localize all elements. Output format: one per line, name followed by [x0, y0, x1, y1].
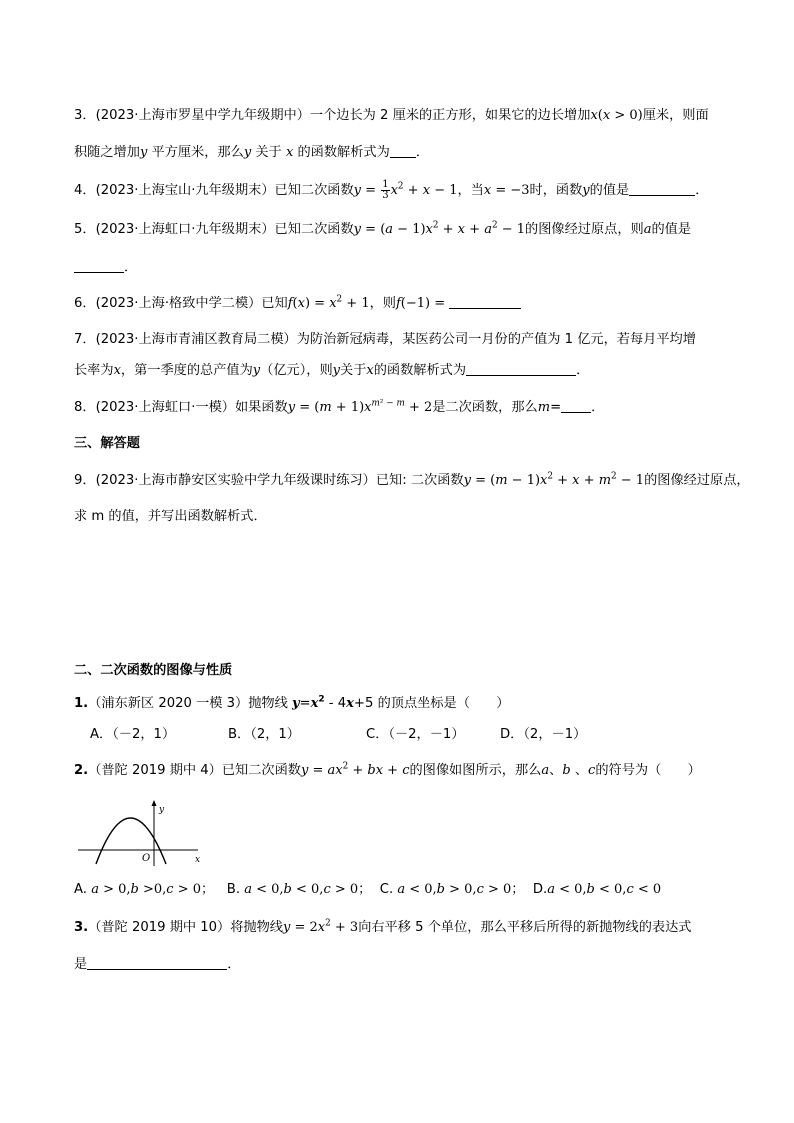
option-a[interactable]: A．（－2，1）: [90, 727, 176, 742]
question-7-line-1: 7．(2023·上海市青浦区教育局二模）为防治新冠病毒，某医药公司一月份的产值为 1 亿元，若每月平均增: [74, 332, 696, 347]
option-b[interactable]: B. a < 0,b < 0,c > 0；: [226, 882, 372, 897]
question-6: 6．(2023·上海·格致中学二模）已知$f(x) = x^2 + 1$，则f(−1) =: [74, 294, 734, 314]
answer-blank[interactable]: [390, 143, 416, 158]
section-2-title: 二、二次函数的图像与性质: [74, 663, 233, 678]
question-3-line-2: 积随之增加y 平方厘米，那么y 关于 x 的函数解析式为 ．: [74, 145, 429, 160]
option-b[interactable]: B．（2，1）: [228, 727, 300, 742]
question-9-line-2: 求 m 的值，并写出函数解析式．: [74, 509, 267, 524]
problem-1-options: [90, 725, 734, 745]
answer-blank[interactable]: [87, 955, 227, 970]
question-5-line-2: ．: [74, 258, 734, 278]
question-5-line-1: 5．(2023·上海虹口·九年级期末）已知二次函数$y = (a - 1)x^2 + x + a^2 - 1$的图像经过原点，则a的值是: [74, 220, 692, 237]
y-axis-label: y: [159, 805, 165, 815]
origin-label: O: [142, 853, 151, 864]
option-d[interactable]: D．（2，－1）: [500, 727, 587, 742]
answer-blank[interactable]: [74, 258, 124, 273]
answer-blank[interactable]: [466, 361, 576, 376]
option-d[interactable]: D.a < 0,b < 0,c < 0: [532, 882, 662, 897]
x-axis-label: x: [195, 855, 201, 865]
option-c[interactable]: C. a < 0,b > 0,c > 0；: [379, 882, 525, 897]
problem-2: 2.（普陀 2019 期中 4）已知二次函数$y = ax^2$ + bx + c的图像如图所示，那么a、b 、c的符号为（ ）: [74, 761, 701, 778]
problem-1: 1.（浦东新区 2020 一模 3）抛物线 $y=x^2 - 4x+5$ 的顶点坐标是（ ）: [74, 694, 510, 711]
answer-blank[interactable]: [629, 181, 695, 196]
question-8: 8．(2023·上海虹口·一模）如果函数$y = (m + 1)x^{m^2 - m} + 2$是二次函数，那么m= ．: [74, 398, 605, 415]
answer-blank[interactable]: [561, 398, 591, 413]
problem-3-line-1: 3.（普陀 2019 期中 10）将抛物线$y = 2x^2 + 3$向右平移 5 个单位，那么平移后所得的新抛物线的表达式: [74, 918, 692, 935]
question-3-line-1: 3．(2023·上海市罗星中学九年级期中）一个边长为 2 厘米的正方形，如果它的边长增加x(x > 0)厘米，则面: [74, 108, 709, 123]
option-c[interactable]: C．（－2，－1）: [366, 727, 465, 742]
question-4: 4．(2023·上海宝山·九年级期末）已知二次函数y = $\frac{1}{3}$ $x^2 + x - 1$，当x = −3时，函数y的值是 ．: [74, 179, 709, 201]
question-7-line-2: 长率为x，第一季度的总产值为y（亿元），则y关于x的函数解析式为 ．: [74, 363, 590, 378]
question-9-line-1: 9．(2023·上海市静安区实验中学九年级课时练习）已知: 二次函数$y = (m - 1)x^2 + x + m^2 - 1$的图像经过原点，: [74, 471, 750, 488]
parabola-curve: [96, 818, 166, 864]
problem-2-options: [74, 880, 734, 900]
y-axis-arrow: [152, 800, 157, 806]
answer-blank[interactable]: [449, 294, 521, 309]
option-a[interactable]: A. a > 0,b >0,c > 0；: [74, 882, 215, 897]
section-3-title: 三、解答题: [74, 436, 140, 451]
parabola-graph: [74, 798, 214, 868]
problem-3-line-2: 是 ．: [74, 957, 241, 972]
